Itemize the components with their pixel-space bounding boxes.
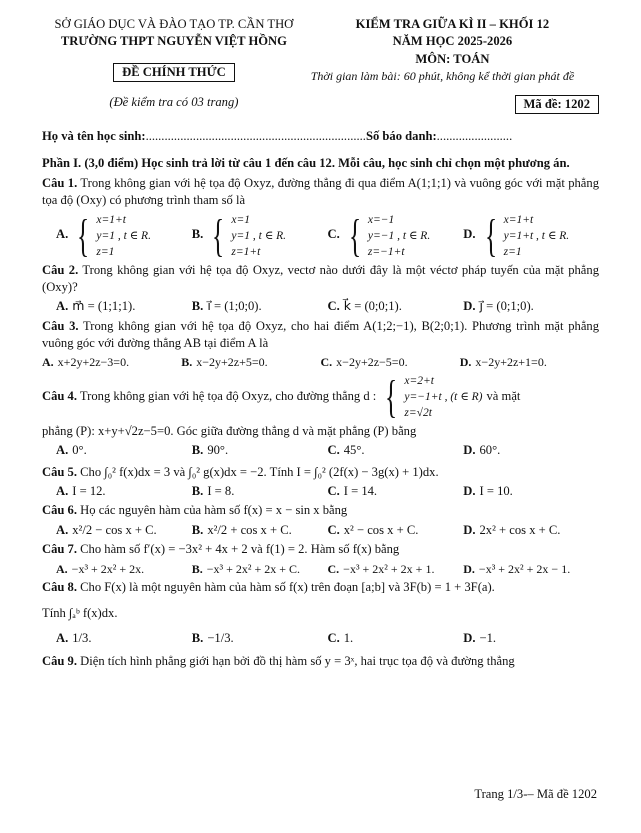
time-limit: Thời gian làm bài: 60 phút, không kể thời gian phát đề — [310, 69, 575, 84]
option-c[interactable]: C. 45°. — [327, 443, 365, 458]
question-4-options — [56, 442, 599, 459]
option-b[interactable]: B. i⃗ = (1;0;0). — [191, 299, 262, 314]
question-label: Câu 7. — [42, 542, 77, 557]
question-text: Trong không gian với hệ tọa độ Oxyz, vectơ nào dưới đây là một véctơ pháp tuyến của mặt phẳng (Oxy)? — [42, 262, 599, 294]
option-d[interactable]: D. j⃗ = (0;1;0). — [463, 299, 534, 314]
question-3-options — [42, 354, 599, 371]
question-4 — [42, 370, 599, 422]
option-c[interactable]: C. I = 14. — [327, 484, 378, 499]
school-year: NĂM HỌC 2025-2026 — [392, 34, 513, 49]
question-1 — [42, 175, 599, 210]
student-info — [42, 128, 599, 145]
option-a[interactable]: A. −x³ + 2x² + 2x. — [56, 561, 145, 576]
page-footer: Trang 1/3-– Mã đề 1202 — [474, 786, 597, 801]
question-text: Cho ∫₀² f(x)dx = 3 và ∫₀² g(x)dx = −2. Tính I = ∫₀² (2f(x) − 3g(x) + 1)dx. — [80, 464, 439, 479]
option-a[interactable]: A. x²/2 − cos x + C. — [56, 522, 157, 537]
question-7 — [42, 541, 599, 558]
student-id-label: Số báo danh: — [365, 129, 437, 144]
option-a[interactable]: A. 1/3. — [56, 630, 92, 645]
option-d[interactable]: D. { x=1+t y=1+t , t ∈ R. z=1 — [463, 209, 570, 261]
question-8-continued: Tính ∫ₐᵇ f(x)dx. — [42, 605, 118, 620]
option-b[interactable]: B. x²/2 + cos x + C. — [191, 522, 292, 537]
option-b[interactable]: B. I = 8. — [191, 484, 235, 499]
question-text: Họ các nguyên hàm của hàm số f(x) = x − sin x bằng — [80, 503, 348, 518]
option-c[interactable]: C. x² − cos x + C. — [327, 522, 419, 537]
question-8-options — [56, 630, 599, 647]
option-a[interactable]: A. 0°. — [56, 443, 87, 458]
question-4-continued: phẳng (P): x+y+√2z−5=0. Góc giữa đường thẳng d và mặt phẳng (P) bằng — [42, 423, 417, 438]
option-b[interactable]: B. −x³ + 2x² + 2x + C. — [191, 561, 301, 576]
option-c[interactable]: C. { x=−1 y=−1 , t ∈ R. z=−1+t — [327, 209, 431, 261]
question-text-tail: và mặt — [486, 389, 521, 404]
official-badge: ĐỀ CHÍNH THỨC — [113, 63, 235, 82]
question-label: Câu 3. — [42, 318, 79, 333]
option-d[interactable]: D. −x³ + 2x² + 2x − 1. — [463, 561, 571, 576]
question-text: Cho hàm số f′(x) = −3x² + 4x + 2 và f(1) = 2. Hàm số f(x) bằng — [80, 542, 400, 557]
question-6-options — [56, 522, 599, 539]
exam-code: Mã đề: 1202 — [515, 95, 599, 114]
question-label: Câu 8. — [42, 580, 77, 595]
question-label: Câu 1. — [42, 175, 78, 190]
question-8 — [42, 579, 599, 596]
option-d[interactable]: D. 2x² + cos x + C. — [463, 522, 561, 537]
department-name: SỞ GIÁO DỤC VÀ ĐÀO TẠO TP. CẦN THƠ — [54, 17, 294, 31]
question-text: Cho F(x) là một nguyên hàm của hàm số f(x) trên đoạn [a;b] và 3F(b) = 1 + 3F(a). — [80, 580, 495, 595]
header-right — [306, 16, 599, 114]
question-label: Câu 6. — [42, 503, 77, 518]
option-d[interactable]: D. 60°. — [463, 443, 501, 458]
option-c[interactable]: C. 1. — [327, 630, 354, 645]
student-id-field[interactable]: ........................ — [436, 129, 513, 144]
question-6 — [42, 502, 599, 519]
question-label: Câu 5. — [42, 464, 77, 479]
student-name-label: Họ và tên học sinh: — [42, 129, 146, 144]
option-c[interactable]: C. x−2y+2z−5=0. — [320, 355, 408, 370]
question-2-options — [56, 298, 599, 315]
subject-name: MÔN: TOÁN — [415, 51, 490, 66]
option-b[interactable]: B. −1/3. — [191, 630, 234, 645]
exam-header — [42, 16, 599, 114]
header-left — [42, 16, 306, 114]
question-label: Câu 2. — [42, 262, 79, 277]
question-1-options — [56, 209, 599, 261]
student-name-field[interactable]: ...................................................................... — [145, 129, 366, 144]
question-2 — [42, 262, 599, 297]
option-d[interactable]: D. −1. — [463, 630, 497, 645]
line-system: { x=2+t y=−1+t , (t ∈ R) z=√2t — [385, 370, 483, 422]
question-3 — [42, 318, 599, 353]
school-name: TRƯỜNG THPT NGUYỄN VIỆT HỒNG — [60, 34, 287, 49]
option-c[interactable]: C. −x³ + 2x² + 2x + 1. — [327, 561, 435, 576]
option-a[interactable]: A. { x=1+t y=1 , t ∈ R. z=1 — [56, 209, 151, 261]
question-text: Diện tích hình phẳng giới hạn bởi đồ thị hàm số y = 3ˣ, hai trục tọa độ và đường thẳng — [80, 654, 515, 669]
question-5 — [42, 464, 599, 481]
page-count-note: (Đề kiểm tra có 03 trang) — [109, 95, 239, 110]
question-9 — [42, 653, 599, 670]
part-1-heading: Phần I. (3,0 điểm) Học sinh trả lời từ câu 1 đến câu 12. Mỗi câu, học sinh chỉ chọn một phương án. — [42, 156, 570, 171]
question-label: Câu 9. — [42, 654, 77, 669]
option-d[interactable]: D. I = 10. — [463, 484, 513, 499]
question-text: Trong không gian với hệ tọa độ Oxyz, cho đường thẳng d : — [79, 389, 377, 404]
option-a[interactable]: A. I = 12. — [56, 484, 106, 499]
option-a[interactable]: A. m⃗ = (1;1;1). — [56, 299, 136, 314]
option-c[interactable]: C. k⃗ = (0;0;1). — [327, 299, 402, 314]
option-a[interactable]: A. x+2y+2z−3=0. — [42, 355, 130, 370]
option-b[interactable]: B. { x=1 y=1 , t ∈ R. z=1+t — [191, 209, 287, 261]
question-5-options — [56, 483, 599, 500]
option-d[interactable]: D. x−2y+2z+1=0. — [459, 355, 547, 370]
question-text: Trong không gian với hệ tọa độ Oxyz, cho hai điểm A(1;2;−1), B(2;0;1). Phương trình mặt phẳng vuông góc với đường thẳng AB tại điểm A là — [42, 318, 599, 351]
question-label: Câu 4. — [42, 389, 77, 404]
option-b[interactable]: B. 90°. — [191, 443, 229, 458]
option-b[interactable]: B. x−2y+2z+5=0. — [181, 355, 268, 370]
question-7-options — [56, 561, 599, 578]
exam-title: KIỂM TRA GIỮA KÌ II – KHỐI 12 — [355, 17, 550, 31]
question-text: Trong không gian với hệ tọa độ Oxyz, đường thẳng đi qua điểm A(1;1;1) và vuông góc với mặt phẳng tọa độ (Oxy) có phương trình tham số là — [42, 175, 599, 208]
